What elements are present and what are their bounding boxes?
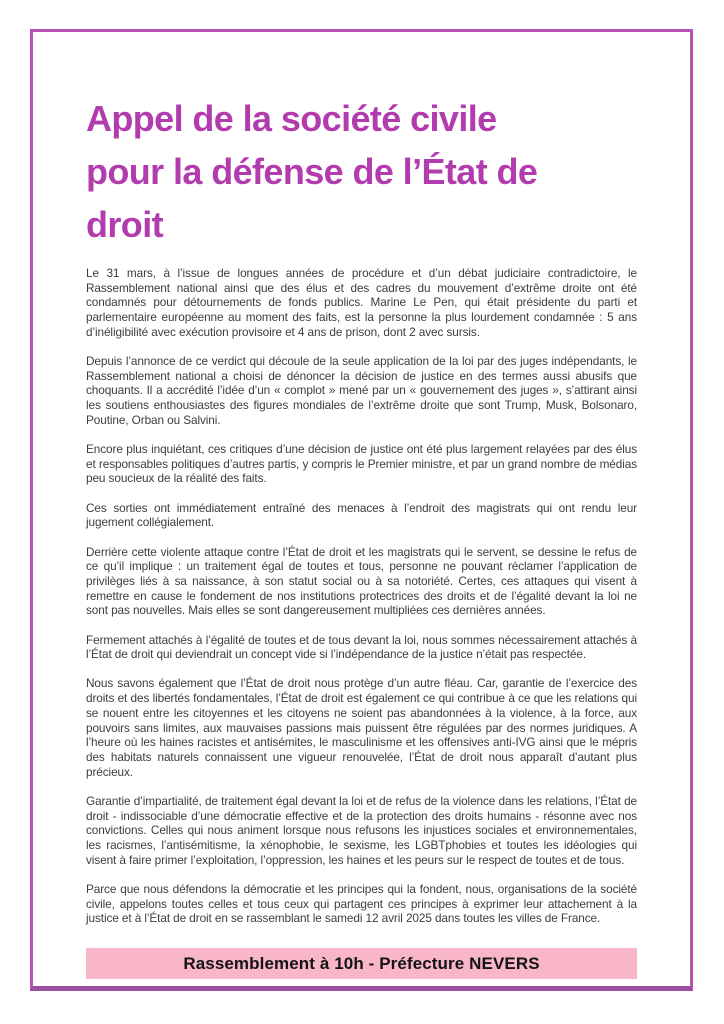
paragraph-verdict: Le 31 mars, à l’issue de longues années de procédure et d’un débat judiciaire contradictoire, le Rassemblement national ainsi que des élus et des cadres du mouvement d’extrême droite ont été condamnés pour détournements de fonds publics. Marine Le Pen, qui était présidente du parti et parlementaire européenne au moment des faits, est la personne la plus lourdement condamnée : 5 ans d’inéligibilité avec exécution provisoire et 4 ans de prison, dont 2 avec sursis. — [86, 266, 637, 339]
page-border-frame — [30, 29, 693, 991]
paragraph-attaque-etat-de-droit: Derrière cette violente attaque contre l’État de droit et les magistrats qui le servent, se dessine le refus de ce qu’il implique : un traitement égal de toutes et tous, personne ne pouvant réclamer l’application de privilèges liés à sa naissance, à son statut social ou à sa notoriété. Certes, ces attaques qui visent à remettre en cause le fondement de nos institutions protectrices des droits et de l’égalité devant la loi ne sont pas nouvelles. Mais elles se sont dangereusement multipliées ces dernières années. — [86, 544, 637, 618]
paragraph-appel-rassemblement: Parce que nous défendons la démocratie et les principes qui la fondent, nous, organisations de la société civile, appelons toutes celles et tous ceux qui partagent ces principes à exprimer leur attachement à la justice et à l’État de droit en se rassemblant le samedi 12 avril 2025 dans toutes les villes de France. — [86, 881, 637, 926]
paragraph-denonciation: Depuis l’annonce de ce verdict qui découle de la seule application de la loi par des juges indépendants, le Rassemblement national a choisi de dénoncer la décision de justice en des termes aussi abusifs que choquants. Il a accrédité l’idée d’un « complot » mené par un « gouvernement des juges », s’attirant ainsi les soutiens enthousiastes des figures mondiales de l’extrême droite que sont Trump, Musk, Bolsonaro, Poutine, Orban ou Salvini. — [86, 354, 637, 427]
paragraph-egalite-devant-la-loi: Fermement attachés à l’égalité de toutes et de tous devant la loi, nous sommes nécessairement attachés à l’État de droit qui deviendrait un concept vide si l’indépendance de la justice n’était pas respectée. — [86, 632, 637, 662]
page-content — [86, 32, 637, 986]
paragraph-relais-critiques: Encore plus inquiétant, ces critiques d’une décision de justice ont été plus largement relayées par des élus et responsables politiques d’autres partis, y compris le Premier ministre, et par un grand nombre de médias peu soucieux de la réalité des faits. — [86, 442, 637, 486]
paragraph-convictions: Garantie d’impartialité, de traitement égal devant la loi et de refus de la violence dans les relations, l’État de droit - indissociable d’une démocratie effective et de la protection des droits humains - résonne avec nos convictions. Celles qui nous animent lorsque nous refusons les injustices sociales et environnementales, les racismes, l’antisémitisme, la xénophobie, le sexisme, les LGBTphobies et toutes les idéologies qui visent à faire primer l’exploitation, l’oppression, les haines et les peurs sur le respect de toutes et de tous. — [86, 793, 637, 867]
rally-banner-text: Rassemblement à 10h - Préfecture NEVERS — [183, 953, 540, 973]
paragraph-protection-fleau: Nous savons également que l’État de droit nous protège d’un autre fléau. Car, garantie de l’exercice des droits et des libertés fondamentales, l’État de droit est également ce qui contribue à ce que les relations qui se nouent entre les citoyennes et les citoyens ne soient pas abandonnées à la violence, à la force, aux pouvoirs sans limites, aux mauvaises passions mais puissent être régulées par des normes juridiques. A l’heure où les haines racistes et antisémites, le masculinisme et les offensives anti-IVG ainsi que le mépris des habitats naturels connaissent une vigueur renouvelée, l’État de droit nous apparaît d’autant plus précieux. — [86, 676, 637, 779]
page-title — [86, 92, 637, 251]
page-title-line: Appel de la société civile — [86, 98, 497, 139]
page-title-line: pour la défense de l’État de — [86, 151, 538, 192]
page-title-line: droit — [86, 204, 163, 245]
paragraph-menaces-magistrats: Ces sorties ont immédiatement entraîné des menaces à l’endroit des magistrats qui ont rendu leur jugement collégialement. — [86, 500, 637, 530]
body-text — [86, 266, 637, 926]
rally-banner — [86, 948, 637, 979]
